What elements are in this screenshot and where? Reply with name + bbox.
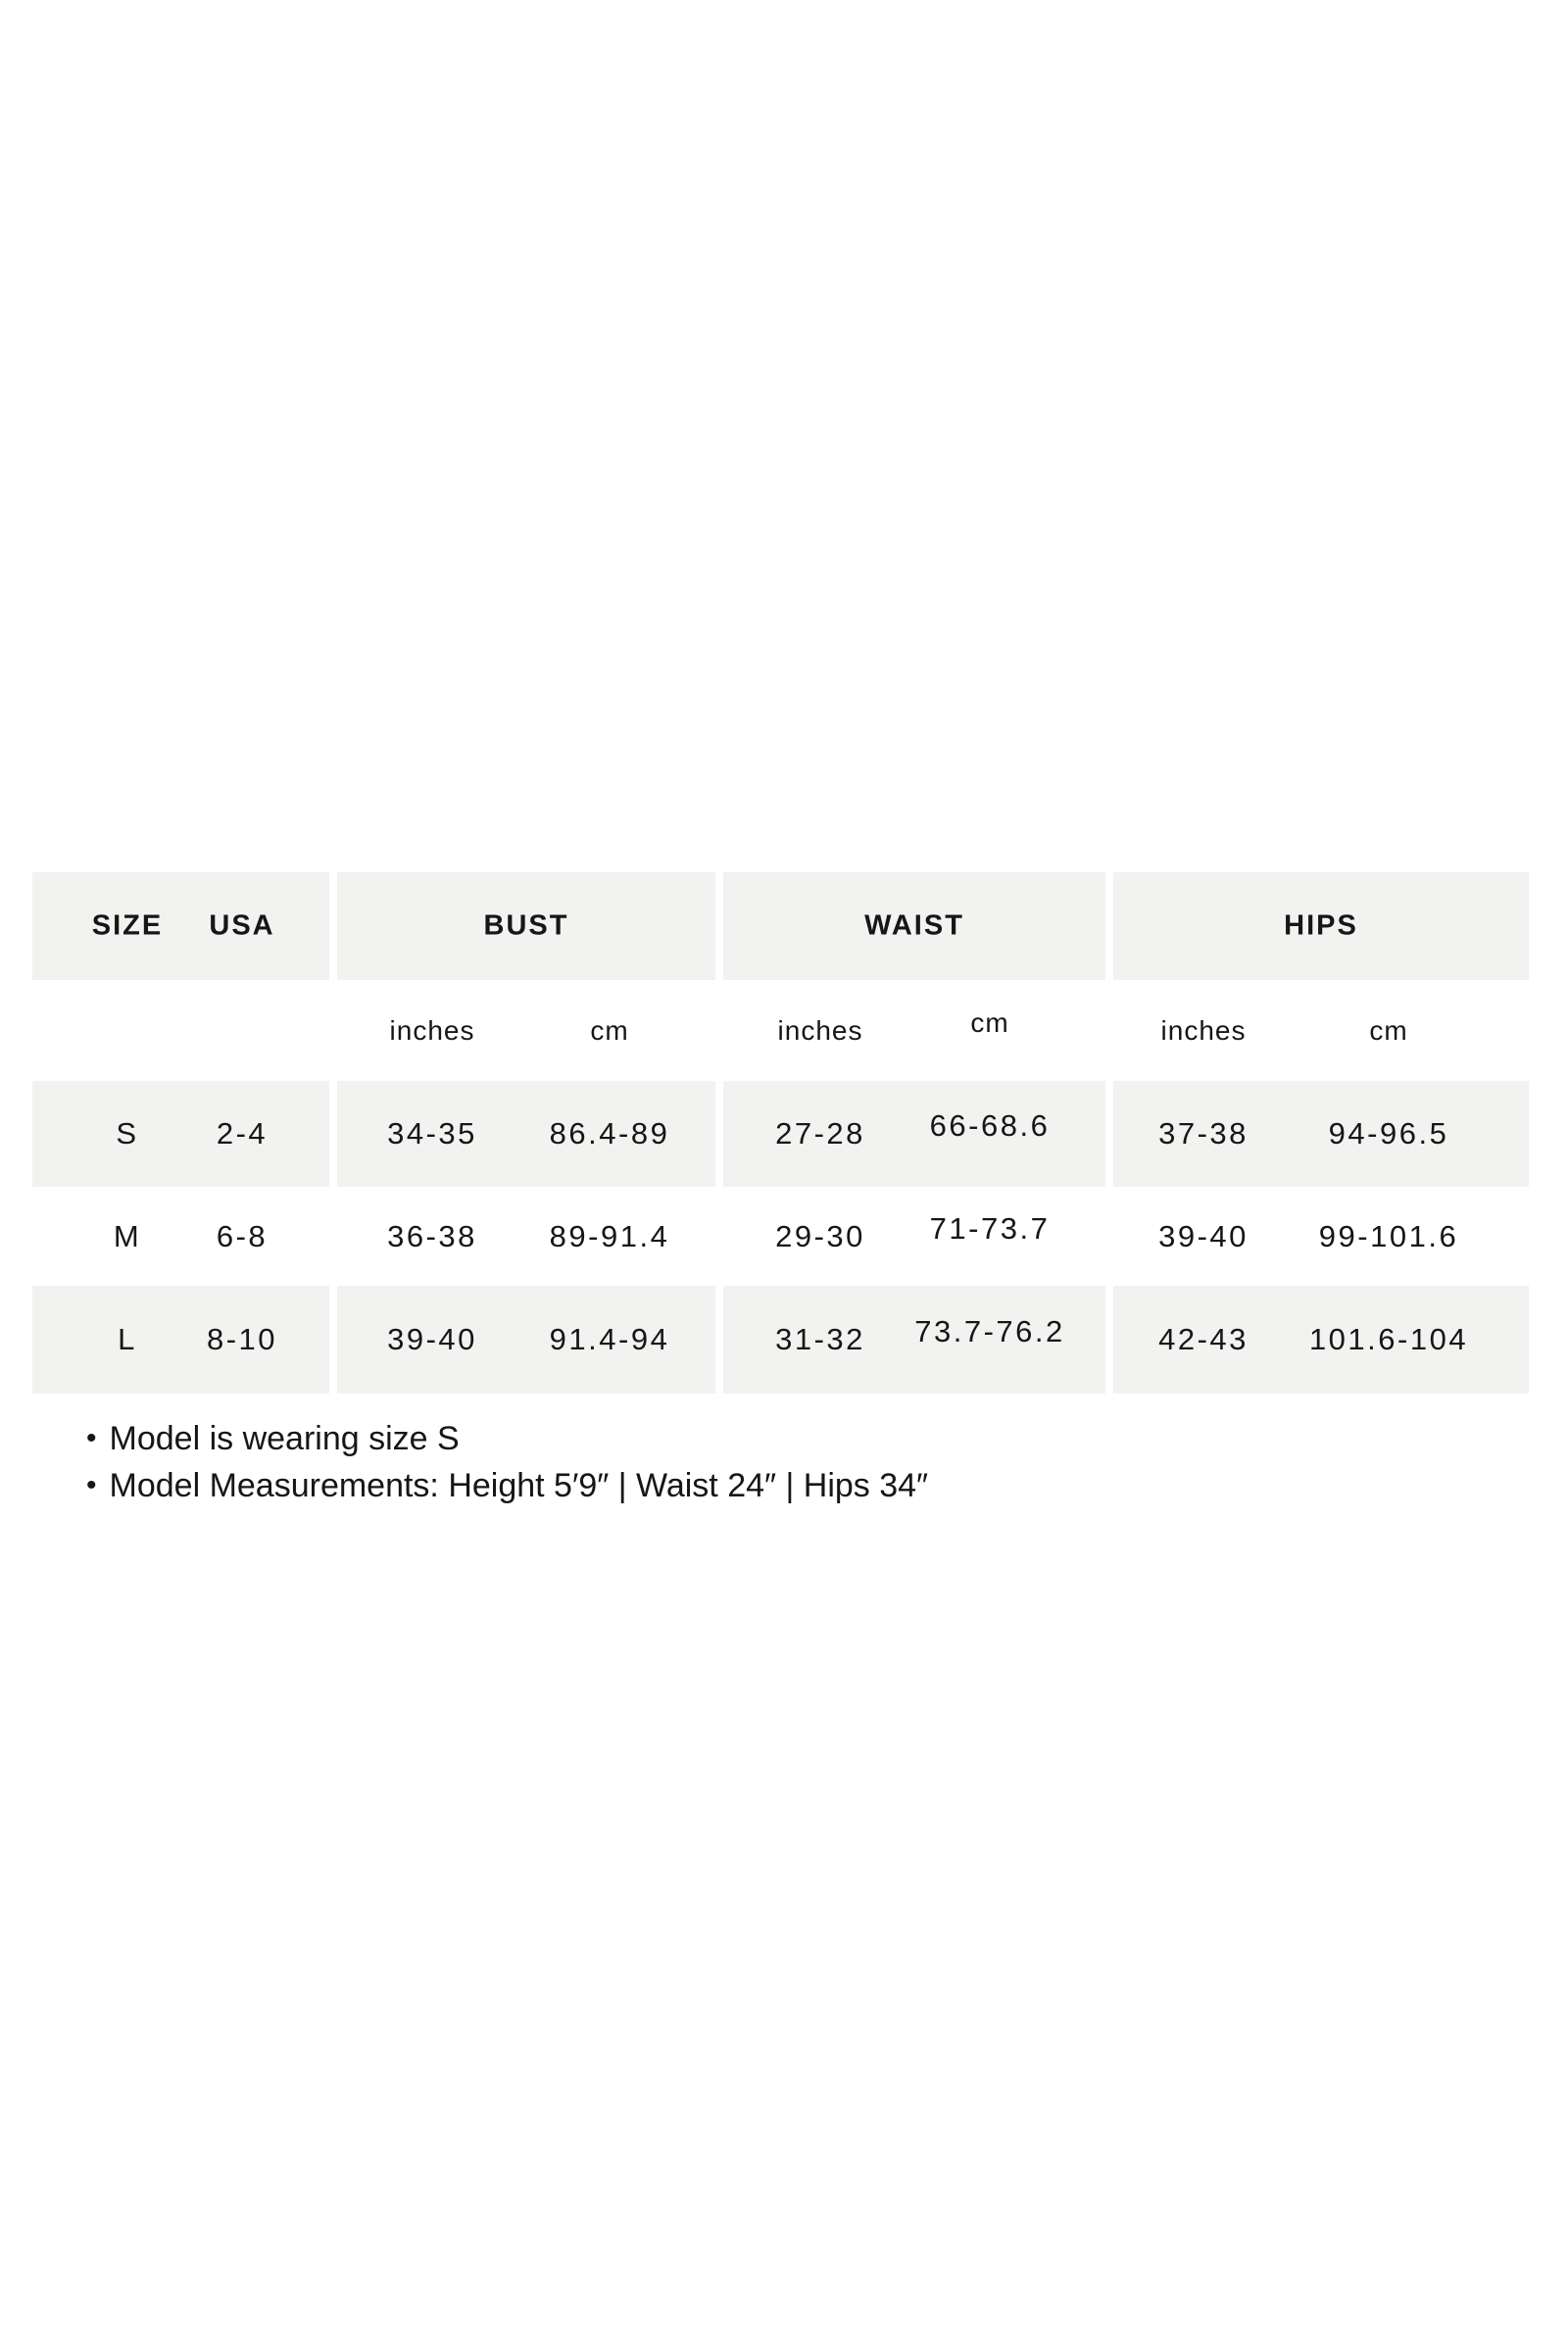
table-row-size-l (32, 1286, 1529, 1394)
table-row-size-m (32, 1187, 1529, 1286)
header-cell-bust (337, 872, 715, 980)
cell-s-waist-inches: 27-28 (775, 1116, 865, 1151)
header-hips-label: HIPS (1284, 909, 1358, 942)
column-gap (1105, 980, 1113, 1081)
cell-s-hips-inches: 37-38 (1158, 1116, 1249, 1151)
header-cell-waist (723, 872, 1105, 980)
cell-m-size: M (113, 1218, 142, 1253)
units-cell-waist (723, 980, 1105, 1081)
table-row-size-s (32, 1081, 1529, 1187)
footnote-text: Model Measurements: Height 5′9″ | Waist 24″ | Hips 34″ (109, 1466, 929, 1504)
header-cell-size-usa (32, 872, 329, 980)
cell-s-size: S (116, 1116, 139, 1151)
cell-m-bust-cm: 89-91.4 (549, 1218, 670, 1253)
row-m-size-usa (32, 1187, 329, 1286)
header-cell-hips (1113, 872, 1529, 980)
column-gap (329, 872, 337, 980)
column-gap (715, 872, 723, 980)
size-chart-table (32, 872, 1529, 1394)
column-gap (1105, 1187, 1113, 1286)
waist-cm-unit-label: cm (970, 1006, 1009, 1038)
cell-s-bust-cm: 86.4-89 (549, 1116, 670, 1151)
row-l-waist (723, 1286, 1105, 1394)
footnotes-list (86, 1415, 928, 1509)
cell-l-size: L (118, 1322, 137, 1356)
cell-m-waist-cm: 71-73.7 (929, 1210, 1051, 1246)
row-m-waist (723, 1187, 1105, 1286)
footnote-text: Model is wearing size S (109, 1419, 460, 1457)
row-s-waist (723, 1081, 1105, 1187)
column-gap (1105, 1081, 1113, 1187)
cell-l-bust-cm: 91.4-94 (549, 1322, 670, 1356)
bust-inches-unit-label: inches (389, 1014, 475, 1046)
cell-l-bust-inches: 39-40 (387, 1322, 477, 1356)
column-gap (715, 1286, 723, 1394)
cell-l-waist-cm: 73.7-76.2 (914, 1314, 1065, 1348)
units-cell-hips (1113, 980, 1529, 1081)
cell-m-hips-inches: 39-40 (1158, 1218, 1249, 1253)
column-gap (329, 1286, 337, 1394)
column-gap (1105, 872, 1113, 980)
cell-m-bust-inches: 36-38 (387, 1218, 477, 1253)
header-size-label: SIZE (91, 909, 164, 942)
column-gap (329, 1081, 337, 1187)
units-cell-empty (32, 980, 329, 1081)
cell-s-bust-inches: 34-35 (387, 1116, 477, 1151)
column-gap (715, 980, 723, 1081)
column-gap (715, 1187, 723, 1286)
header-bust-label: BUST (483, 909, 569, 942)
hips-inches-unit-label: inches (1160, 1014, 1247, 1046)
row-s-size-usa (32, 1081, 329, 1187)
cell-l-usa: 8-10 (206, 1322, 278, 1356)
row-m-bust (337, 1187, 715, 1286)
cell-m-waist-inches: 29-30 (775, 1218, 865, 1253)
header-usa-label: USA (209, 909, 275, 942)
footnote-model-measurements (86, 1462, 928, 1509)
cell-s-hips-cm: 94-96.5 (1328, 1116, 1449, 1151)
hips-cm-unit-label: cm (1369, 1014, 1408, 1046)
units-cell-bust (337, 980, 715, 1081)
cell-l-hips-cm: 101.6-104 (1308, 1322, 1469, 1356)
cell-m-hips-cm: 99-101.6 (1318, 1218, 1459, 1253)
header-waist-label: WAIST (864, 909, 964, 942)
cell-l-hips-inches: 42-43 (1158, 1322, 1249, 1356)
waist-inches-unit-label: inches (777, 1014, 863, 1046)
row-m-hips (1113, 1187, 1529, 1286)
footnote-model-size (86, 1415, 928, 1462)
bullet-icon: • (86, 1422, 97, 1454)
bust-cm-unit-label: cm (590, 1014, 629, 1046)
row-l-bust (337, 1286, 715, 1394)
column-gap (1105, 1286, 1113, 1394)
bullet-icon: • (86, 1469, 97, 1501)
units-row (32, 980, 1529, 1081)
row-s-bust (337, 1081, 715, 1187)
row-s-hips (1113, 1081, 1529, 1187)
cell-l-waist-inches: 31-32 (775, 1322, 865, 1356)
cell-s-usa: 2-4 (216, 1116, 269, 1151)
column-gap (329, 1187, 337, 1286)
cell-m-usa: 6-8 (216, 1218, 269, 1253)
cell-s-waist-cm: 66-68.6 (929, 1108, 1051, 1143)
row-l-hips (1113, 1286, 1529, 1394)
column-gap (329, 980, 337, 1081)
column-gap (715, 1081, 723, 1187)
row-l-size-usa (32, 1286, 329, 1394)
header-row (32, 872, 1529, 980)
